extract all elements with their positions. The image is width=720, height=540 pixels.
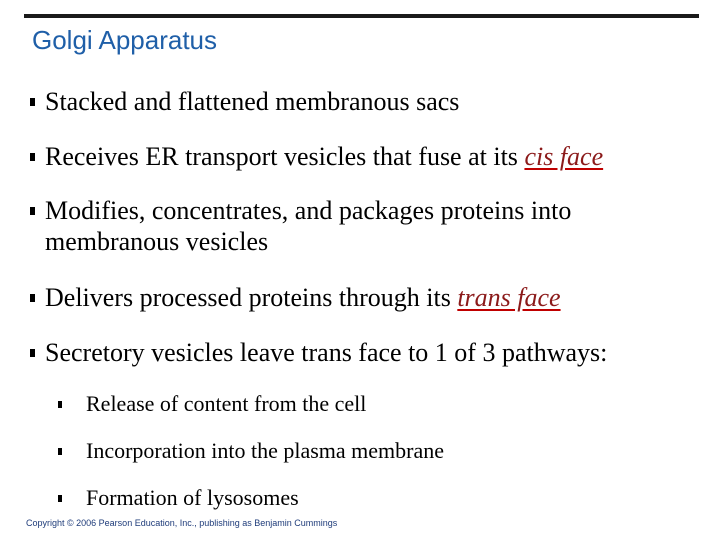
square-bullet-icon bbox=[30, 349, 35, 357]
sub-bullet-item bbox=[58, 485, 698, 511]
bullet-text bbox=[45, 282, 700, 313]
square-bullet-icon bbox=[58, 401, 62, 408]
bullet-item bbox=[30, 141, 700, 172]
bullet-item bbox=[30, 337, 700, 368]
slide-title: Golgi Apparatus bbox=[32, 25, 218, 55]
sub-bullet-item bbox=[58, 391, 698, 417]
cis-face-term: cis face bbox=[524, 142, 604, 171]
square-bullet-icon bbox=[30, 153, 35, 161]
bullet-text-main: Receives ER transport vesicles that fuse at its bbox=[45, 142, 525, 171]
bullet-text: Modifies, concentrates, and packages proteins into membranous vesicles bbox=[45, 196, 572, 256]
square-bullet-icon bbox=[58, 495, 62, 502]
copyright-notice: Copyright © 2006 Pearson Education, Inc., publishing as Benjamin Cummings bbox=[26, 518, 338, 528]
bullet-text: Secretory vesicles leave trans face to 1 of 3 pathways: bbox=[45, 338, 608, 367]
sub-bullet-text: Formation of lysosomes bbox=[86, 485, 299, 510]
sub-bullet-text: Release of content from the cell bbox=[86, 391, 367, 416]
bullet-item bbox=[30, 86, 700, 117]
square-bullet-icon bbox=[30, 294, 35, 302]
square-bullet-icon bbox=[30, 207, 35, 215]
sub-bullet-text: Incorporation into the plasma membrane bbox=[86, 438, 444, 463]
bullet-text-main: Delivers processed proteins through its bbox=[45, 283, 458, 312]
bullet-item bbox=[30, 282, 700, 313]
bullet-item bbox=[30, 195, 700, 257]
bullet-text bbox=[45, 141, 700, 172]
sub-bullet-item bbox=[58, 438, 698, 464]
bullet-text: Stacked and flattened membranous sacs bbox=[45, 87, 460, 116]
square-bullet-icon bbox=[58, 448, 62, 455]
square-bullet-icon bbox=[30, 98, 35, 106]
top-rule bbox=[24, 14, 699, 18]
trans-face-term: trans face bbox=[457, 283, 561, 312]
